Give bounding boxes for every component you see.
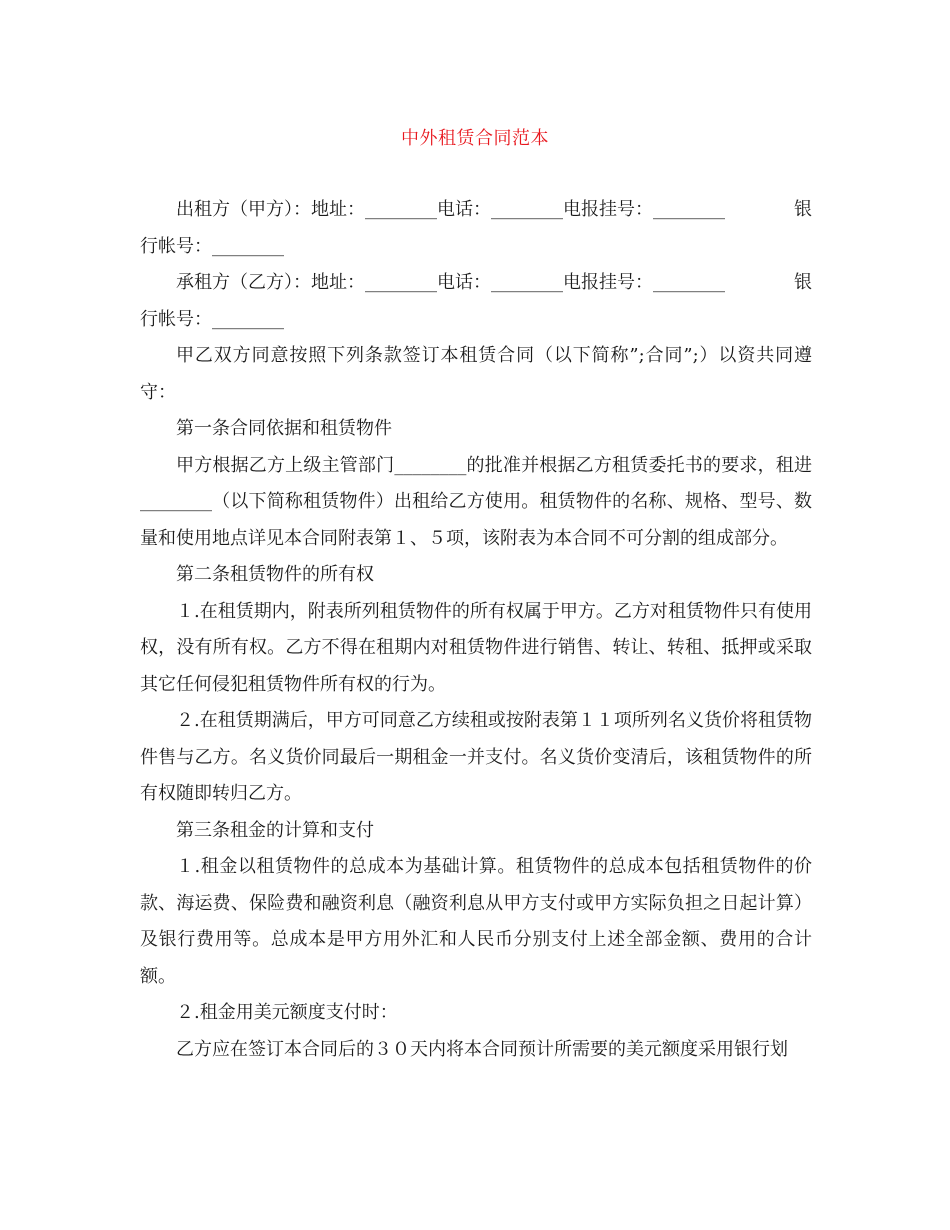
paragraph: 甲乙双方同意按照下列条款签订本租赁合同（以下简称”;合同”;）以资共同遵守： (140, 345, 812, 403)
party-b-line (140, 265, 812, 302)
party-a-info: 出租方（甲方）：地址：________电话：________电报挂号：________ (176, 199, 725, 220)
party-b-account: 行帐号：________ (140, 308, 284, 330)
paragraph: ２.租金用美元额度支付时： (176, 1002, 398, 1023)
paragraph: 甲方根据乙方上级主管部门________的批准并根据乙方租赁委托书的要求，租进________（以下简称租赁物件）出租给乙方使用。租赁物件的名称、规格、型号、数量和使用地点详见本合同附表第１、５项，该附表为本合同不可分割的组成部分。 (140, 454, 812, 549)
party-b-wrap-char: 银 (794, 272, 812, 293)
party-a-line (140, 192, 812, 229)
section-heading: 第二条租赁物件的所有权 (176, 564, 374, 585)
paragraph: １.租金以租赁物件的总成本为基础计算。租赁物件的总成本包括租赁物件的价款、海运费、保险费和融资利息（融资利息从甲方支付或甲方实际负担之日起计算）及银行费用等。总成本是甲方用外汇和人民币分别支付上述全部金额、费用的合计额。 (140, 856, 812, 987)
party-b-info: 承租方（乙方）：地址：________电话：________电报挂号：________ (176, 272, 725, 293)
section-heading: 第一条合同依据和租赁物件 (176, 418, 392, 439)
document-body (140, 192, 812, 1068)
paragraph: ２.在租赁期满后，甲方可同意乙方续租或按附表第１１项所列名义货价将租赁物件售与乙方。名义货价同最后一期租金一并支付。名义货价变清后，该租赁物件的所有权随即转归乙方。 (140, 710, 812, 804)
paragraph: 乙方应在签订本合同后的３０天内将本合同预计所需要的美元额度采用银行划 (176, 1038, 788, 1060)
party-a-account: 行帐号：________ (140, 235, 284, 257)
party-a-wrap-char: 银 (794, 199, 812, 220)
section-heading: 第三条租金的计算和支付 (176, 819, 374, 841)
paragraph: １.在租赁期内，附表所列租赁物件的所有权属于甲方。乙方对租赁物件只有使用权，没有所有权。乙方不得在租期内对租赁物件进行销售、转让、转租、抵押或采取其它任何侵犯租赁物件所有权的行为。 (140, 600, 812, 695)
document-title: 中外租赁合同范本 (401, 128, 549, 149)
